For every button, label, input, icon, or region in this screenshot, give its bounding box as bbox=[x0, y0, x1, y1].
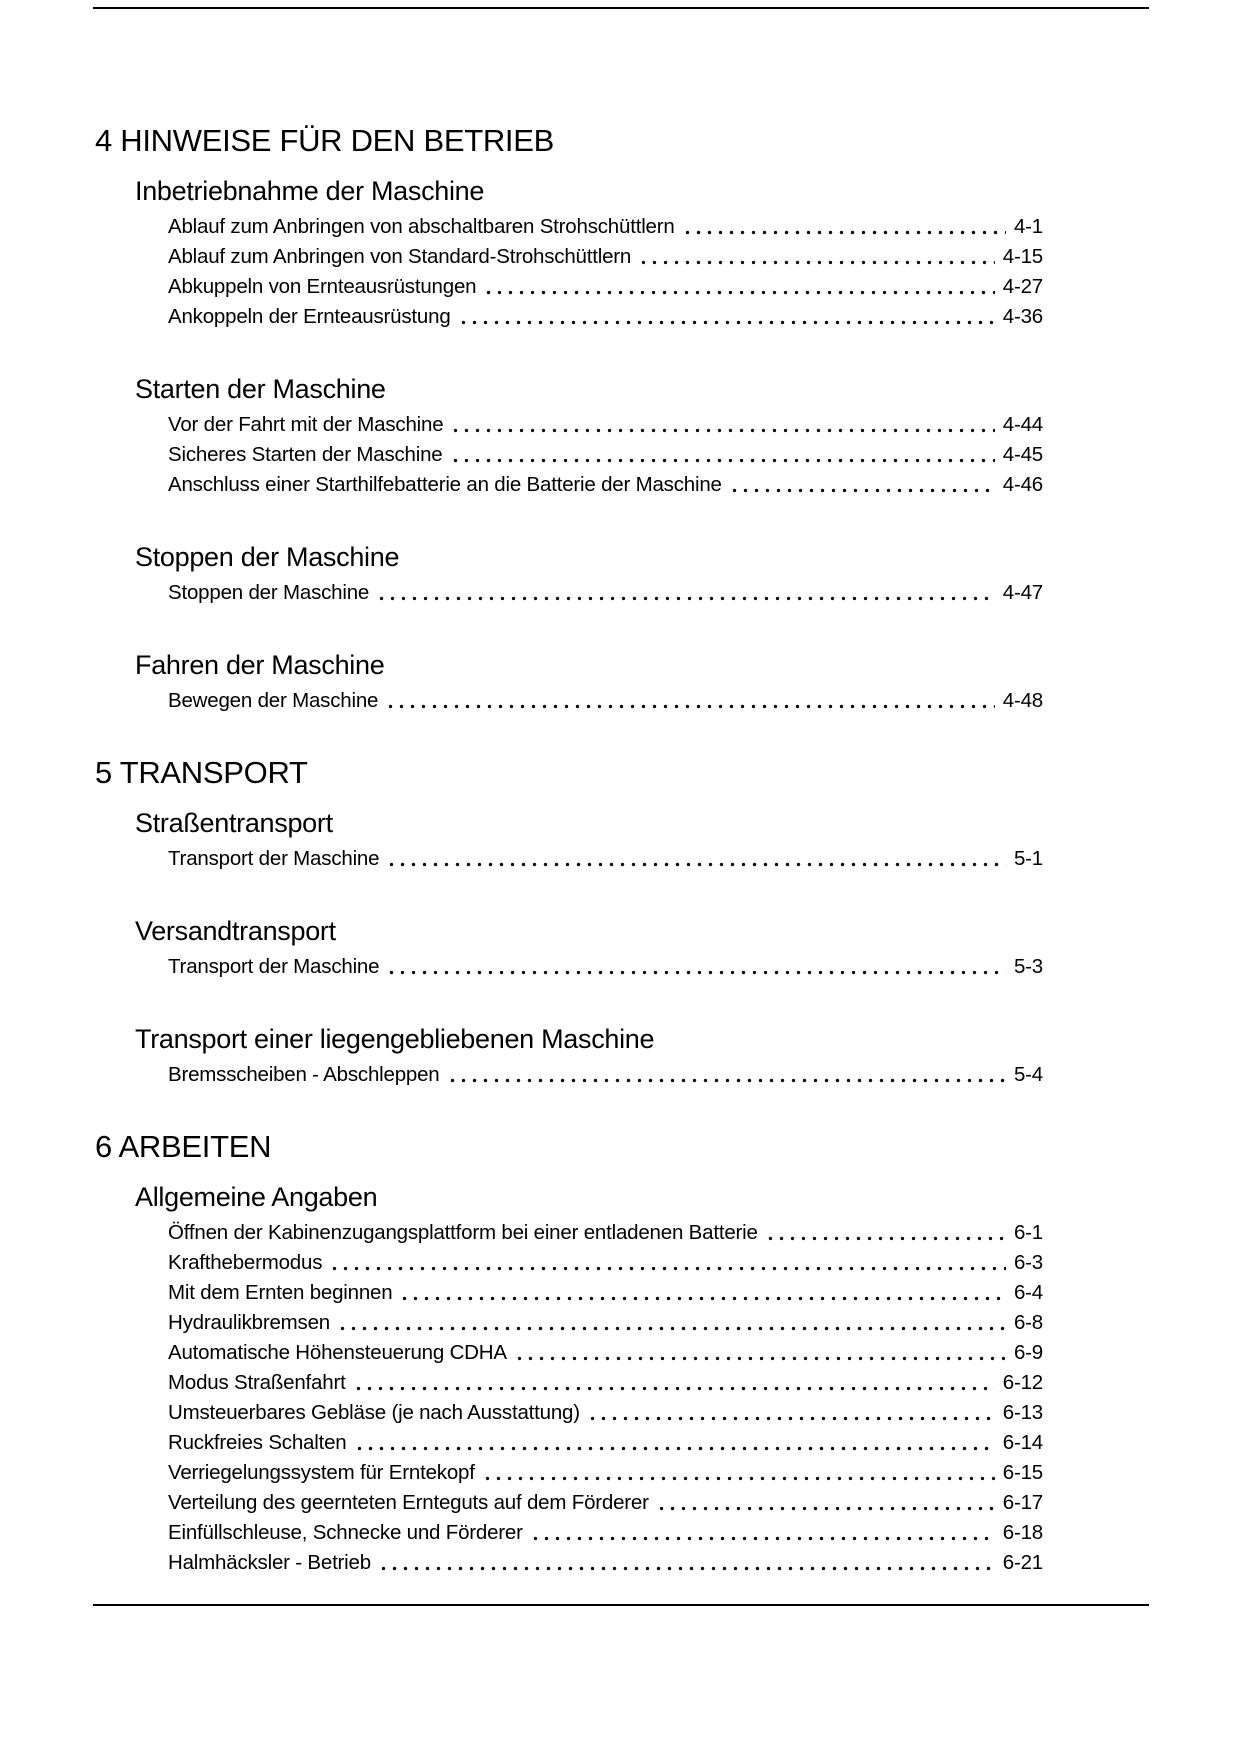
toc-entry-label: Bremsscheiben - Abschleppen bbox=[168, 1063, 440, 1086]
toc-entry bbox=[168, 578, 1043, 608]
chapter-title: 5 TRANSPORT bbox=[95, 755, 308, 790]
toc-entry-label: Verteilung des geernteten Ernteguts auf dem Förderer bbox=[168, 1491, 649, 1514]
toc-entry-page-number: 4-48 bbox=[1002, 689, 1043, 712]
toc-section bbox=[0, 374, 1241, 500]
toc-entry-dot-leader bbox=[399, 1296, 1006, 1301]
toc-section bbox=[0, 650, 1241, 716]
toc-entry-page-number: 6-15 bbox=[1002, 1461, 1043, 1484]
toc-entry-dot-leader bbox=[447, 1078, 1006, 1083]
toc-entry bbox=[168, 686, 1043, 716]
toc-section bbox=[0, 176, 1241, 332]
toc-entry-dot-leader bbox=[530, 1536, 995, 1541]
toc-entry-page-number: 6-8 bbox=[1013, 1311, 1043, 1334]
toc-entry-label: Hydraulikbremsen bbox=[168, 1311, 331, 1334]
toc-entry bbox=[168, 242, 1043, 272]
toc-entry-page-number: 6-18 bbox=[1002, 1521, 1043, 1544]
toc-entry-page-number: 5-3 bbox=[1013, 955, 1043, 978]
toc-chapter bbox=[0, 756, 1241, 1090]
toc-entry bbox=[168, 952, 1043, 982]
section-entries bbox=[0, 686, 1241, 716]
toc-entry-page-number: 4-1 bbox=[1013, 215, 1043, 238]
toc-entry bbox=[168, 1338, 1043, 1368]
toc-entry-page-number: 4-46 bbox=[1002, 473, 1043, 496]
toc-chapter bbox=[0, 1130, 1241, 1578]
toc-entry-label: Halmhäcksler - Betrieb bbox=[168, 1551, 371, 1574]
toc-entry bbox=[168, 1218, 1043, 1248]
section-title: Versandtransport bbox=[135, 916, 336, 946]
toc-entry bbox=[168, 272, 1043, 302]
toc-section bbox=[0, 808, 1241, 874]
toc-entry-dot-leader bbox=[386, 862, 1006, 867]
chapter-title: 4 HINWEISE FÜR DEN BETRIEB bbox=[95, 123, 554, 158]
section-entries bbox=[0, 410, 1241, 500]
toc-entry bbox=[168, 212, 1043, 242]
toc-entry-label: Anschluss einer Starthilfebatterie an die Batterie der Maschine bbox=[168, 473, 722, 496]
toc-entry-label: Abkuppeln von Ernteausrüstungen bbox=[168, 275, 477, 298]
toc-entry bbox=[168, 1308, 1043, 1338]
toc-entry-dot-leader bbox=[385, 704, 995, 709]
toc-entry-dot-leader bbox=[378, 1566, 995, 1571]
toc-entry bbox=[168, 1548, 1043, 1578]
toc-entry-dot-leader bbox=[729, 488, 995, 493]
section-title: Stoppen der Maschine bbox=[135, 542, 400, 572]
section-title: Fahren der Maschine bbox=[135, 650, 385, 680]
toc-entry-dot-leader bbox=[765, 1236, 1006, 1241]
toc-entry-dot-leader bbox=[483, 290, 994, 295]
toc-chapter bbox=[0, 124, 1241, 716]
toc-entry-dot-leader bbox=[587, 1416, 995, 1421]
toc-entry-page-number: 4-47 bbox=[1002, 581, 1043, 604]
toc-section bbox=[0, 1182, 1241, 1578]
toc-entry bbox=[168, 1458, 1043, 1488]
toc-entry-dot-leader bbox=[458, 320, 995, 325]
toc-entry-label: Modus Straßenfahrt bbox=[168, 1371, 346, 1394]
toc-entry-dot-leader bbox=[337, 1326, 1006, 1331]
toc-entry bbox=[168, 1488, 1043, 1518]
toc-entry-page-number: 6-17 bbox=[1002, 1491, 1043, 1514]
section-entries bbox=[0, 578, 1241, 608]
section-title: Transport einer liegengebliebenen Maschine bbox=[135, 1024, 655, 1054]
toc-entry-page-number: 5-1 bbox=[1013, 847, 1043, 870]
toc-entry-label: Sicheres Starten der Maschine bbox=[168, 443, 443, 466]
toc-entry-dot-leader bbox=[450, 458, 995, 463]
toc-entry-label: Ruckfreies Schalten bbox=[168, 1431, 347, 1454]
section-entries bbox=[0, 1060, 1241, 1090]
toc-entry-page-number: 5-4 bbox=[1013, 1063, 1043, 1086]
toc-entry-dot-leader bbox=[353, 1386, 995, 1391]
toc-entry-label: Transport der Maschine bbox=[168, 847, 380, 870]
toc-entry bbox=[168, 410, 1043, 440]
toc-entry-page-number: 6-14 bbox=[1002, 1431, 1043, 1454]
toc-entry-label: Bewegen der Maschine bbox=[168, 689, 379, 712]
toc-entry-page-number: 4-27 bbox=[1002, 275, 1043, 298]
toc-entry-page-number: 6-4 bbox=[1013, 1281, 1043, 1304]
toc-entry-label: Ablauf zum Anbringen von Standard-Strohschüttlern bbox=[168, 245, 632, 268]
section-entries bbox=[0, 1218, 1241, 1578]
bottom-rule bbox=[93, 1604, 1149, 1606]
toc-entry bbox=[168, 470, 1043, 500]
toc-entry bbox=[168, 1060, 1043, 1090]
section-title: Allgemeine Angaben bbox=[135, 1182, 378, 1212]
toc-entry-page-number: 4-15 bbox=[1002, 245, 1043, 268]
toc-entry-label: Verriegelungssystem für Erntekopf bbox=[168, 1461, 475, 1484]
toc-entry-label: Stoppen der Maschine bbox=[168, 581, 370, 604]
chapter-title: 6 ARBEITEN bbox=[95, 1129, 272, 1164]
toc-entry-page-number: 6-1 bbox=[1013, 1221, 1043, 1244]
toc-entry-dot-leader bbox=[482, 1476, 995, 1481]
toc-entry bbox=[168, 1398, 1043, 1428]
toc-entry-dot-leader bbox=[638, 260, 995, 265]
toc-entry bbox=[168, 1428, 1043, 1458]
toc-entry-page-number: 6-12 bbox=[1002, 1371, 1043, 1394]
toc-entry-label: Öffnen der Kabinenzugangsplattform bei einer entladenen Batterie bbox=[168, 1221, 758, 1244]
toc-entry bbox=[168, 1248, 1043, 1278]
toc-entry bbox=[168, 302, 1043, 332]
section-entries bbox=[0, 212, 1241, 332]
toc-entry-dot-leader bbox=[656, 1506, 995, 1511]
toc-entry-label: Ablauf zum Anbringen von abschaltbaren Strohschüttlern bbox=[168, 215, 675, 238]
toc-entry-page-number: 4-36 bbox=[1002, 305, 1043, 328]
toc-entry-dot-leader bbox=[354, 1446, 995, 1451]
toc-entry-label: Umsteuerbares Gebläse (je nach Ausstattung) bbox=[168, 1401, 580, 1424]
section-title: Starten der Maschine bbox=[135, 374, 386, 404]
toc-entry-dot-leader bbox=[514, 1356, 1006, 1361]
toc-entry-label: Einfüllschleuse, Schnecke und Förderer bbox=[168, 1521, 523, 1544]
toc-entry bbox=[168, 1368, 1043, 1398]
toc-entry-dot-leader bbox=[386, 970, 1006, 975]
section-title: Inbetriebnahme der Maschine bbox=[135, 176, 485, 206]
toc-entry-dot-leader bbox=[376, 596, 995, 601]
toc-entry-label: Automatische Höhensteuerung CDHA bbox=[168, 1341, 507, 1364]
toc-entry-page-number: 6-9 bbox=[1013, 1341, 1043, 1364]
section-entries bbox=[0, 844, 1241, 874]
toc-entry-page-number: 4-44 bbox=[1002, 413, 1043, 436]
toc-entry-label: Krafthebermodus bbox=[168, 1251, 323, 1274]
toc-entry-page-number: 6-13 bbox=[1002, 1401, 1043, 1424]
toc-entry-dot-leader bbox=[329, 1266, 1006, 1271]
toc-entry bbox=[168, 1278, 1043, 1308]
section-entries bbox=[0, 952, 1241, 982]
toc-section bbox=[0, 1024, 1241, 1090]
toc-entry-dot-leader bbox=[450, 428, 994, 433]
toc-entry-label: Mit dem Ernten beginnen bbox=[168, 1281, 393, 1304]
toc-entry-page-number: 4-45 bbox=[1002, 443, 1043, 466]
toc-entry bbox=[168, 440, 1043, 470]
toc-entry-label: Vor der Fahrt mit der Maschine bbox=[168, 413, 444, 436]
section-title: Straßentransport bbox=[135, 808, 333, 838]
toc-entry-label: Ankoppeln der Ernteausrüstung bbox=[168, 305, 451, 328]
toc-entry-page-number: 6-3 bbox=[1013, 1251, 1043, 1274]
toc-entry-label: Transport der Maschine bbox=[168, 955, 380, 978]
toc-entry-dot-leader bbox=[682, 230, 1006, 235]
toc-section bbox=[0, 916, 1241, 982]
toc-section bbox=[0, 542, 1241, 608]
toc-entry bbox=[168, 844, 1043, 874]
toc-entry bbox=[168, 1518, 1043, 1548]
toc-entry-page-number: 6-21 bbox=[1002, 1551, 1043, 1574]
